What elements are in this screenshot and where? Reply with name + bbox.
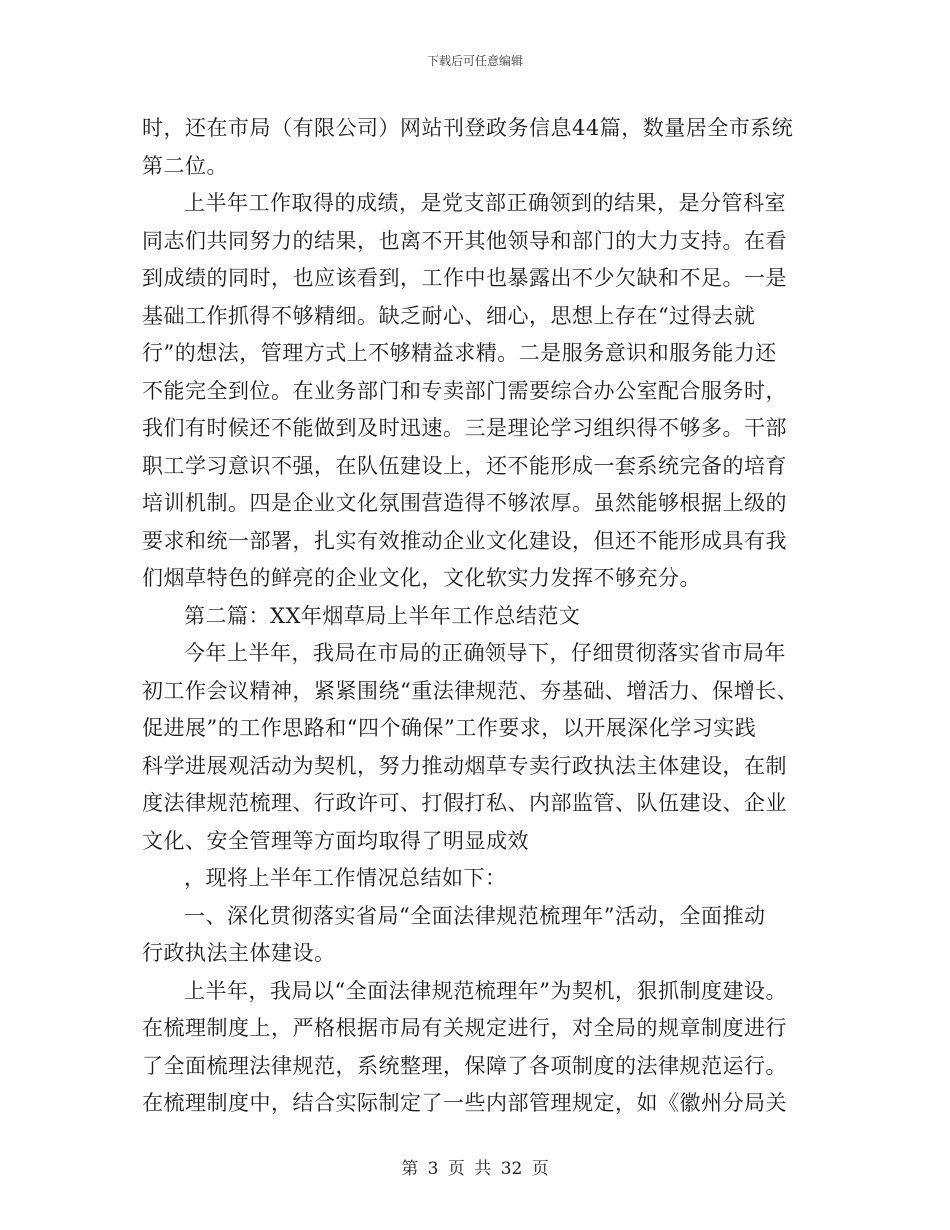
text-line: 行政执法主体建设。 bbox=[142, 941, 336, 965]
text-line: 文化、安全管理等方面均取得了明显成效 bbox=[142, 828, 529, 853]
text-line: 促进展”的工作思路和“四个确保”工作要求，以开展深化学习实践 bbox=[142, 716, 757, 740]
text-line: 在梳理制度上，严格根据市局有关规定进行，对全局的规章制度进行 bbox=[142, 1016, 787, 1040]
section-heading: 第二篇：XX年烟草局上半年工作总结范文 bbox=[184, 603, 581, 628]
text-line: 一、深化贯彻落实省局“全面法律规范梳理年”活动，全面推动 bbox=[184, 903, 766, 928]
text-line: 初工作会议精神，紧紧围绕“重法律规范、夯基础、增活力、保增长、 bbox=[142, 678, 799, 703]
text-line: 在梳理制度中，结合实际制定了一些内部管理规定，如《徽州分局关 bbox=[142, 1091, 787, 1115]
text-line: 们烟草特色的鲜亮的企业文化，文化软实力发挥不够充分。 bbox=[142, 566, 701, 590]
text-line: 今年上半年，我局在市局的正确领导下，仔细贯彻落实省市局年 bbox=[184, 641, 786, 665]
text-line: 上半年，我局以“全面法律规范梳理年”为契机，狠抓制度建设。 bbox=[184, 978, 787, 1003]
text-line: ，现将上半年工作情况总结如下： bbox=[184, 866, 507, 890]
page-number: 第 3 页 共 32 页 bbox=[401, 1159, 549, 1179]
text-line: 培训机制。四是企业文化氛围营造得不够浓厚。虽然能够根据上级的 bbox=[142, 491, 787, 515]
text-line: 要求和统一部署，扎实有效推动企业文化建设，但还不能形成具有我 bbox=[142, 528, 787, 553]
text-line: 时，还在市局（有限公司）网站刊登政务信息44篇，数量居全市系统 bbox=[142, 116, 794, 140]
text-line: 第二位。 bbox=[142, 153, 228, 178]
text-line: 我们有时候还不能做到及时迅速。三是理论学习组织得不够多。干部 bbox=[142, 416, 787, 440]
text-line: 行”的想法，管理方式上不够精益求精。二是服务意识和服务能力还 bbox=[142, 341, 777, 365]
text-line: 不能完全到位。在业务部门和专卖部门需要综合办公室配合服务时， bbox=[142, 378, 787, 403]
text-line: 职工学习意识不强，在队伍建设上，还不能形成一套系统完备的培育 bbox=[142, 453, 787, 478]
text-line: 同志们共同努力的结果，也离不开其他领导和部门的大力支持。在看 bbox=[142, 228, 787, 253]
text-line: 了全面梳理法律规范，系统整理，保障了各项制度的法律规范运行。 bbox=[142, 1053, 787, 1078]
document-body bbox=[142, 110, 822, 1123]
text-line: 科学进展观活动为契机，努力推动烟草专卖行政执法主体建设，在制 bbox=[142, 753, 787, 778]
text-line: 上半年工作取得的成绩，是党支部正确领到的结果，是分管科室 bbox=[184, 191, 786, 215]
text-line: 度法律规范梳理、行政许可、打假打私、内部监管、队伍建设、企业 bbox=[142, 791, 787, 815]
text-line: 到成绩的同时，也应该看到，工作中也暴露出不少欠缺和不足。一是 bbox=[142, 266, 787, 290]
text-line: 基础工作抓得不够精细。缺乏耐心、细心，思想上存在“过得去就 bbox=[142, 303, 756, 328]
page-header: 下载后可任意编辑 bbox=[426, 54, 523, 68]
